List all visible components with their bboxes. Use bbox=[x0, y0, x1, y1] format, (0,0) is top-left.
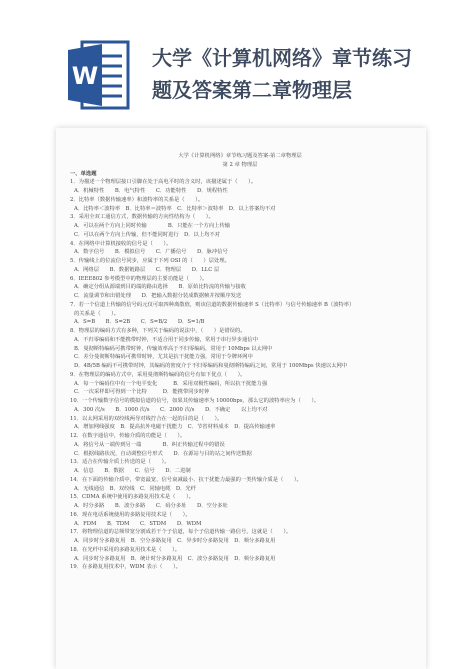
question-line: 15．CDMA 系统中使用的多路复用技术是（ ）。 bbox=[70, 494, 194, 501]
document-header: 大学《计算机网络》章节练习题及答案-第二章物理层 bbox=[178, 153, 302, 159]
question-line: 8．物理层的编码方式有多种，下列关于编码的说法中，（ ）是错误的。 bbox=[70, 328, 246, 334]
word-letter: W bbox=[71, 62, 99, 90]
option-line: C．差分曼彻斯特编码可携带时钟，尤其是抗干扰能力强，常用于令牌环网中 bbox=[74, 354, 253, 361]
word-document-icon bbox=[68, 40, 130, 110]
question-line: 19．在多路复用技术中，WDM 表示（ ）。 bbox=[70, 564, 181, 571]
option-line: A．每一个编码位中有一个电平变化 B．采用双极性编码，所以抗干扰能力强 bbox=[74, 380, 268, 387]
question-line: 17．将物理信道的总频带宽分割成若干个子信道，每个子信道传输一路信号，这就是（ ）。 bbox=[70, 529, 292, 536]
option-line: A．信息 B．数据 C．信号 D．二进制 bbox=[74, 468, 191, 474]
section-heading: 一、单选题 bbox=[70, 170, 97, 177]
option-line: A．无线通信 B．双绞线 C．同轴电缆 D．光纤 bbox=[74, 485, 196, 492]
question-line: 2．比特率（数据传输速率）和波特率的关系是（ ）。 bbox=[70, 196, 204, 203]
page-title bbox=[152, 42, 462, 106]
question-line: 10．一个传输数字信号的模拟信道的信号，如果其传输速率为 10000bps，那么它的波特率应为（ ）。 bbox=[70, 398, 320, 404]
option-line: A．确定分组从源端到目的端的路由选择 B．原始比特流的传输与接收 bbox=[74, 284, 246, 291]
option-line: A．比特率＜波特率 B．比特率＝波特率 C．比特率＞波特率 D．以上答案均不对 bbox=[74, 205, 276, 212]
question-line: 9．在物理层的编码方式中，采用曼彻斯特编码的信号有如下优点（ ）。 bbox=[70, 371, 246, 378]
option-line: C．一次采样即可得到一个比特 D．能携带同步时钟 bbox=[74, 389, 210, 396]
option-line: A．300 次/s B．1000 次/s C．2000 次/s D．不确定 以上均不对 bbox=[74, 406, 268, 413]
question-line: 7．若一个信道上传输的信号码元仅可取四种离散值，则该信道的数据传输速率 S（比特率）与信号传输速率 B（波特率） bbox=[70, 301, 355, 308]
question-line: 6．IEEE802 参考模型中的物理层的主要功能是（ ）。 bbox=[70, 275, 208, 282]
option-line: A．S=B B．S=2B C．S=B/2 D．S=1/B bbox=[74, 319, 205, 326]
title-line-2: 题及答案第二章物理层 bbox=[152, 78, 352, 102]
question-line: 13．适合在传输介质上传送的是（ ）。 bbox=[70, 459, 170, 466]
question-list bbox=[70, 178, 410, 572]
chapter-heading: 第 2 章 物理层 bbox=[222, 161, 258, 168]
option-line: A．将信号从一端传到另一端 B．纠正传输过程中的错误 bbox=[74, 441, 225, 448]
document-body bbox=[70, 152, 410, 572]
question-line: 18．在光纤中采用的多路复用技术是（ ）。 bbox=[70, 546, 181, 553]
option-line: A．同步时分多路复用 B．空分多路复用 C．异步时分多路复用 D．频分多路复用 bbox=[74, 538, 276, 544]
option-line: A．增加网线强度 B．提高抗外电磁干扰能力 C．节省材料成本 D．提高传输速率 bbox=[74, 424, 276, 431]
option-line: C．可以在两个方向上传输，但不能同时进行 D．以上均不对 bbox=[74, 231, 221, 238]
option-line: 的关系是（ ）。 bbox=[74, 310, 120, 317]
option-line: A．时分多路 B．波分多路 C．码分多址 D．空分多址 bbox=[74, 503, 228, 509]
question-line: 16．现在电话系统使用的多路复用技术是（ ）。 bbox=[70, 511, 191, 518]
option-line: D．4B/5B 编码不可携带时钟，其编码的密度介于不归零编码和曼彻斯特编码之间，常用于 100Mbps 快速以太网中 bbox=[74, 363, 348, 369]
option-line: A．网络层 B．数据链路层 C．物理层 D．LLC 层 bbox=[74, 266, 220, 273]
question-line: 4．在网络中计算机接收的信号是（ ）。 bbox=[70, 240, 172, 247]
question-line: 12．在数字通信中，传输介质的功能是（ ）。 bbox=[70, 433, 186, 439]
option-line: B．曼彻斯特编码可携带时钟，传输效率高于不归零编码，常用于 10Mbps 以太网中 bbox=[74, 345, 273, 352]
title-line-1: 大学《计算机网络》章节练习 bbox=[152, 46, 412, 70]
option-line: A．机械特性 B．电气特性 C．功能特性 D．规程特性 bbox=[74, 188, 228, 194]
question-line: 3．采用全双工通信方式，数据传输的方向性结构为（ ）。 bbox=[70, 214, 214, 221]
option-line: A．数字信号 B．模拟信号 C．广播信号 D．脉冲信号 bbox=[74, 249, 228, 256]
title-banner bbox=[0, 0, 474, 140]
option-line: A．FDM B．TDM C．STDM D．WDM bbox=[74, 520, 202, 527]
option-line: A．不归零编码和不能携带时钟，不适合用于同步传输，常用于串行异步通信中 bbox=[74, 336, 258, 343]
question-line: 14．在下面的传输介质中，带宽最宽、信号衰减最小、抗干扰能力最强的一类传输介质是（ ）。 bbox=[70, 476, 302, 483]
document-preview bbox=[56, 128, 426, 669]
option-line: A．可以在两个方向上同时传输 B．只能在一个方向上传输 bbox=[74, 223, 231, 229]
question-line: 5．传输线上的位流信号同步，应属于下列 OSI 的（ ）层处理。 bbox=[70, 258, 230, 264]
option-line: C．根据线路状况，自动调整信号形式 D．在源站与目的站之间传送数据 bbox=[74, 450, 252, 457]
question-line: 11．以太网采用的双绞线两导对线拧合在一起的目的是（ ）。 bbox=[70, 415, 223, 422]
option-line: A．同步时分多路复用 B．统计时分多路复用 C．波分多路复用 D．频分多路复用 bbox=[74, 555, 276, 562]
question-line: 1．为描述一个物理层接口引脚在处于高电平时的含义时，该描述属于（ ）。 bbox=[70, 179, 257, 186]
option-line: C．流量调节和出错处理 D．把输入数据分装成数据帧并按顺序发送 bbox=[74, 293, 242, 299]
